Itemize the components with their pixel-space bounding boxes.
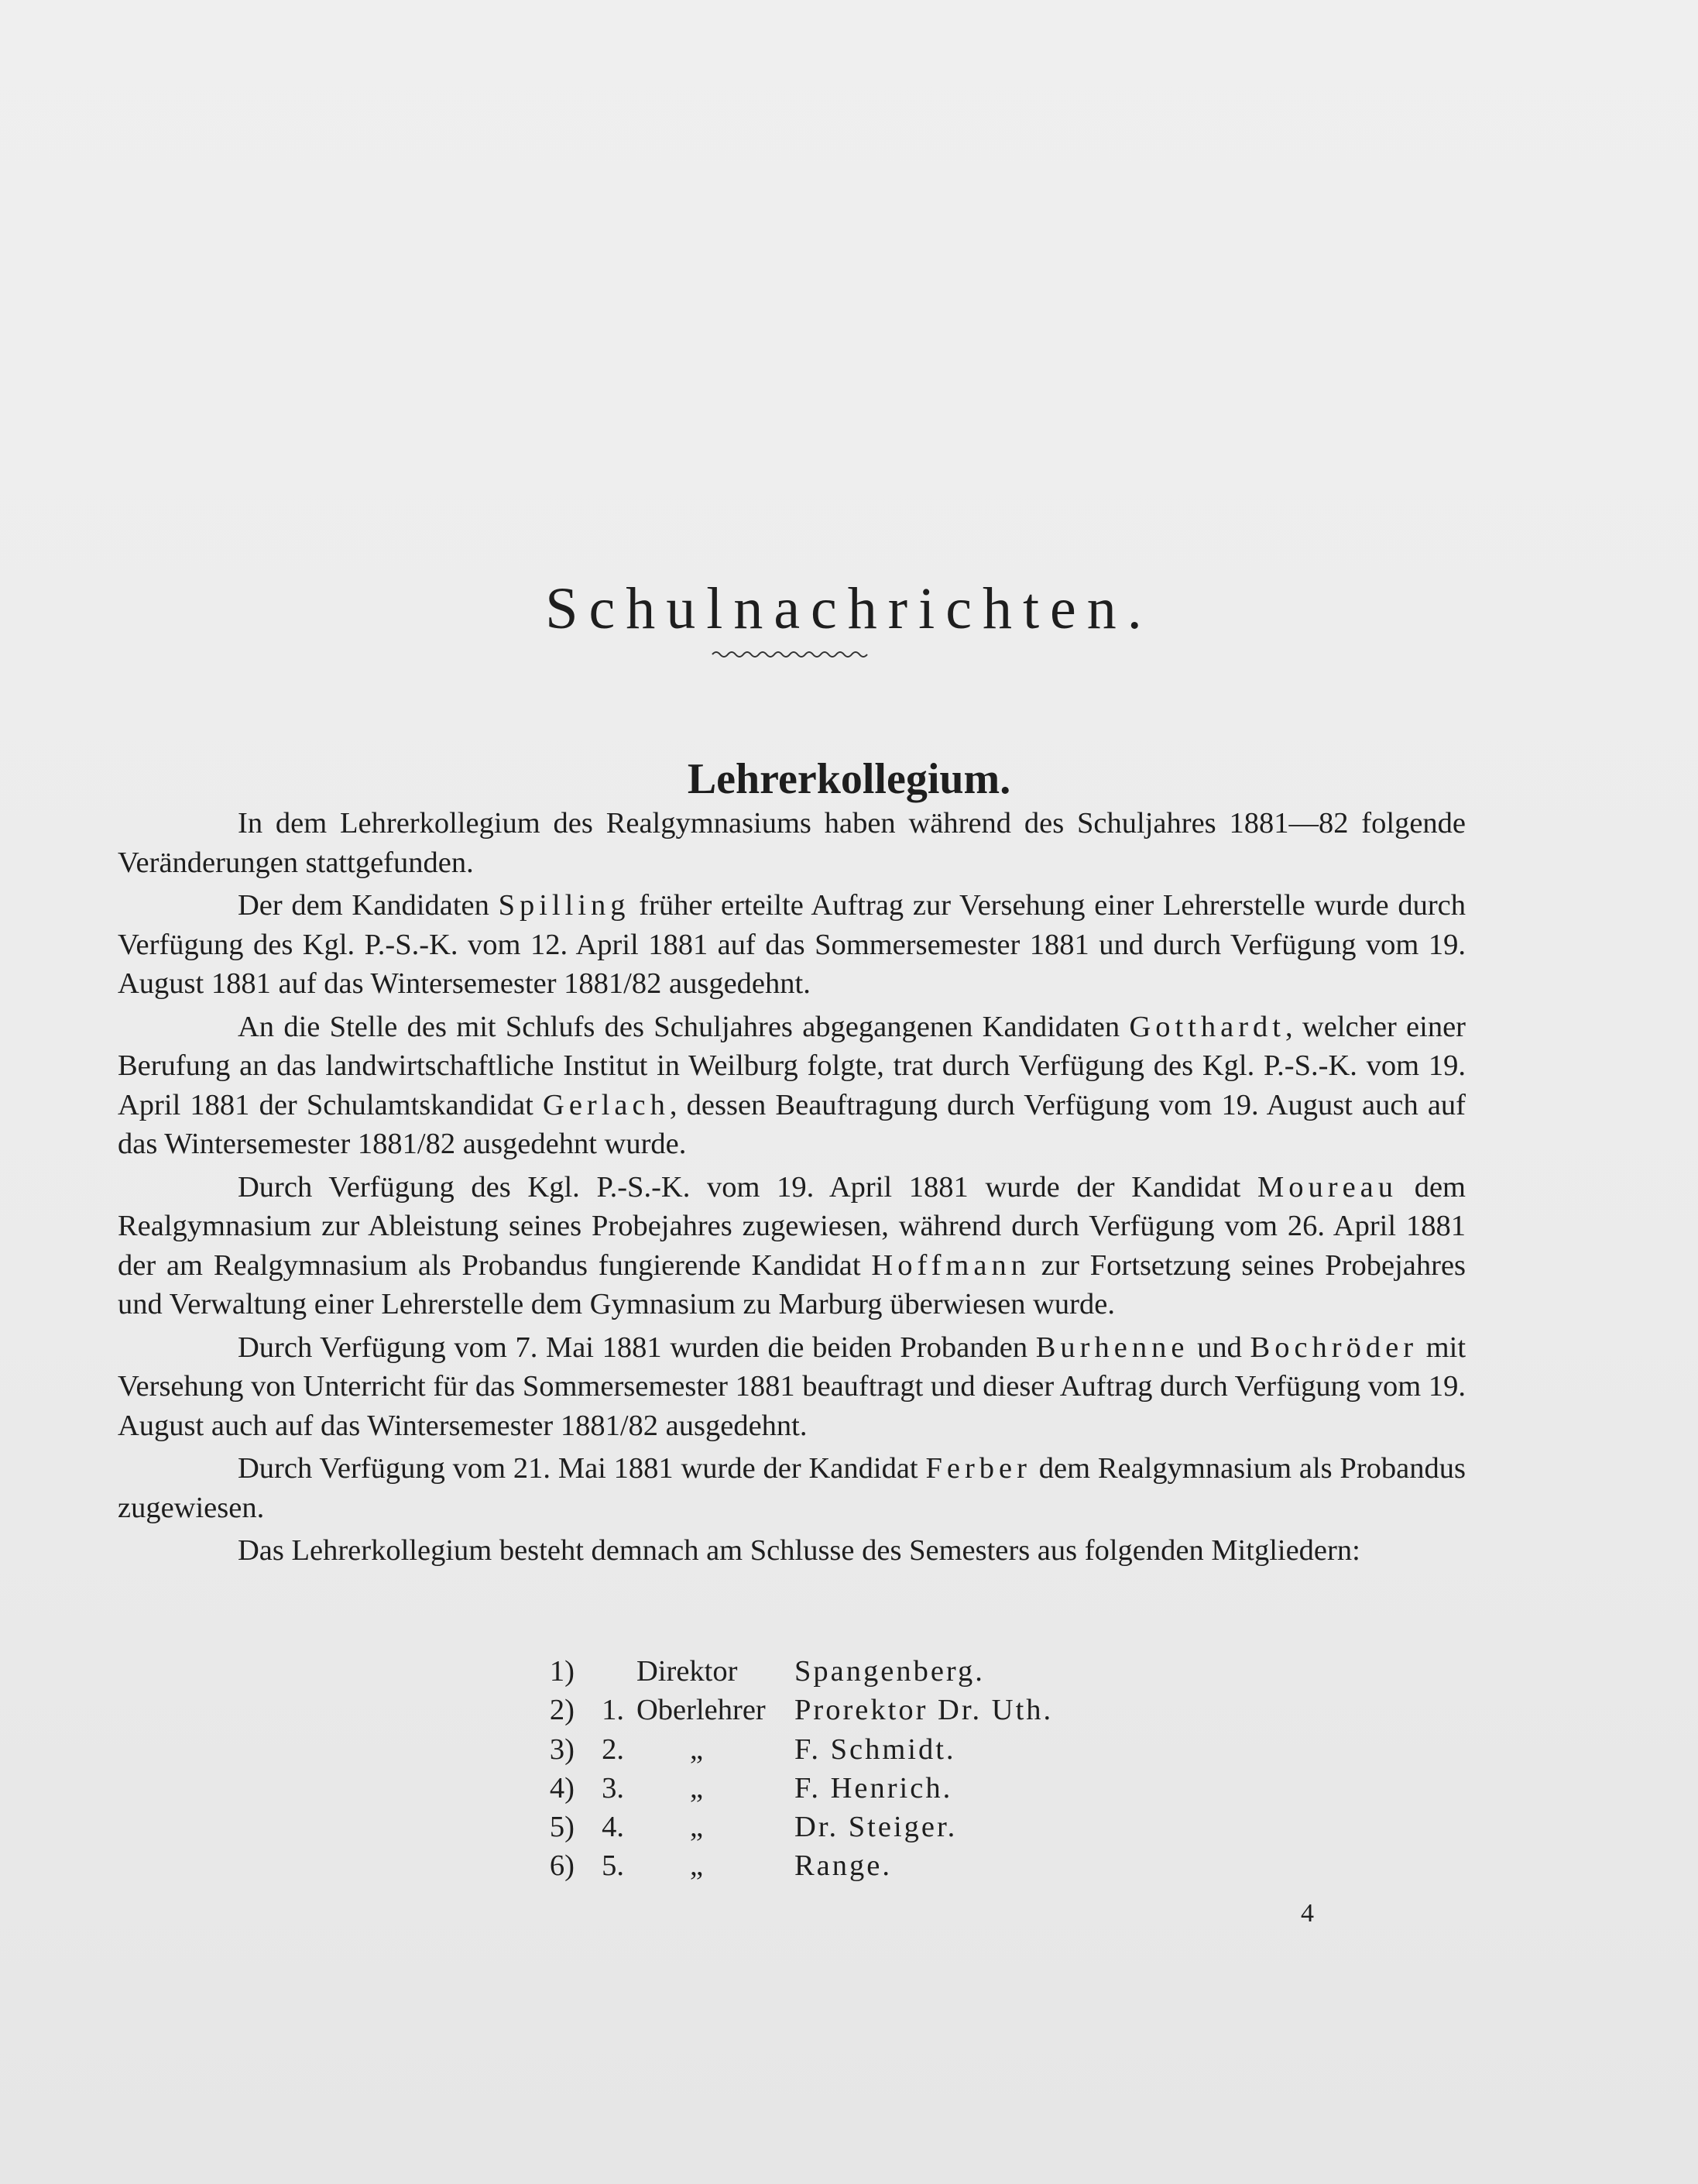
list-item: 6) 5. „ Range. — [549, 1849, 892, 1883]
paragraph-6: Durch Verfügung vom 21. Mai 1881 wurde der Kandidat Ferber dem Realgymnasium als Probandus zugewiesen. — [118, 1452, 1466, 1524]
person-name: Gotthardt — [1129, 1010, 1286, 1043]
list-item: 1) Direktor Spangenberg. — [549, 1655, 985, 1688]
person-name: Ferber — [925, 1452, 1031, 1485]
paragraph-3: An die Stelle des mit Schlufs des Schuljahres abgegangenen Kandidaten Gotthardt, welcher einer Berufung an das landwirtschaftliche Institut in Weilburg folgte, trat durch Verfügung des Kgl. P.-S.-K. vom 19. April 1881 der Schulamtskandidat Gerlach, dessen Beauftragung durch Verfügung vom 19. August auch auf das Wintersemester 1881/82 ausgedehnt wurde. — [118, 1010, 1466, 1160]
decorative-rule — [711, 647, 873, 660]
list-item: 3) 2. „ F. Schmidt. — [549, 1732, 956, 1766]
page-title: Schulnachrichten. — [545, 575, 1153, 641]
paragraph-2: Der dem Kandidaten Spilling früher erteilte Auftrag zur Versehung einer Lehrerstelle wurde durch Verfügung des Kgl. P.-S.-K. vom 12. April 1881 auf das Sommersemester 1881 und durch Verfügung vom 19. August 1881 auf das Wintersemester 1881/82 ausgedehnt. — [118, 889, 1466, 1000]
list-item: 5) 4. „ Dr. Steiger. — [549, 1811, 958, 1844]
paragraph-7: Das Lehrerkollegium besteht demnach am Schlusse des Semesters aus folgenden Mitgliedern: — [238, 1534, 1360, 1567]
paragraph-5: Durch Verfügung vom 7. Mai 1881 wurden die beiden Probanden Burhenne und Bochröder mit Versehung von Unterricht für das Sommersemester 1881 beauftragt und dieser Auftrag durch Verfügung vom 19. August auch auf das Wintersemester 1881/82 ausgedehnt. — [118, 1331, 1466, 1442]
person-name: Hoffmann — [871, 1248, 1031, 1282]
list-item: 4) 3. „ F. Henrich. — [549, 1771, 953, 1805]
person-name: Moureau — [1257, 1170, 1398, 1204]
paragraph-1: In dem Lehrerkollegium des Realgymnasiums haben während des Schuljahres 1881—82 folgende Veränderungen stattgefunden. — [118, 807, 1466, 879]
page-number: 4 — [1301, 1899, 1314, 1928]
person-name: Burhenne — [1035, 1331, 1189, 1364]
person-name: Bochröder — [1250, 1331, 1418, 1364]
section-title: Lehrerkollegium. — [687, 755, 1011, 804]
paragraph-4: Durch Verfügung des Kgl. P.-S.-K. vom 19. April 1881 wurde der Kandidat Moureau dem Realgymnasium zur Ableistung seines Probejahres zugewiesen, während durch Verfügung vom 26. April 1881 der am Realgymnasium als Probandus fungierende Kandidat Hoffmann zur Fortsetzung seines Probejahres und Verwaltung einer Lehrerstelle dem Gymnasium zu Marburg überwiesen wurde. — [118, 1170, 1466, 1320]
staff-list — [528, 1652, 1053, 1886]
body-text — [118, 804, 1466, 1574]
person-name: Spilling — [498, 889, 630, 922]
list-item: 2) 1. Oberlehrer Prorektor Dr. Uth. — [549, 1694, 1054, 1727]
person-name: Gerlach — [543, 1088, 670, 1121]
